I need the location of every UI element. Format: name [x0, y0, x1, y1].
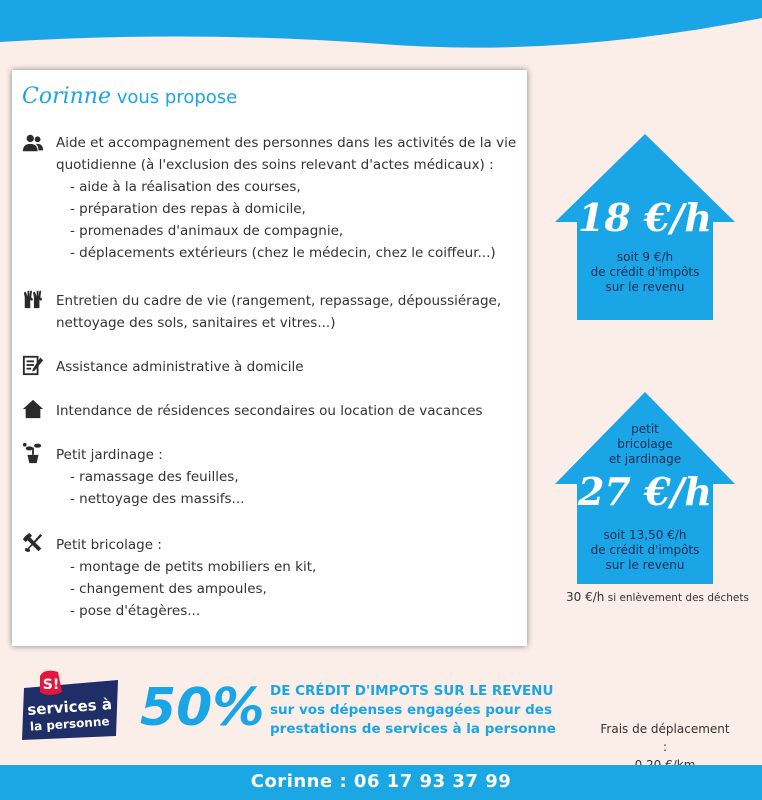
logo-badge: S! — [42, 677, 60, 693]
service-secondary-homes — [56, 400, 483, 422]
waste-price: 30 €/h — [566, 590, 605, 604]
footer-contact: Corinne : 06 17 93 37 99 — [250, 771, 512, 792]
price-house-standard — [555, 134, 735, 320]
service-line: Petit bricolage : — [56, 537, 162, 553]
price-header — [555, 422, 735, 467]
logo-line1: services à — [26, 695, 113, 719]
service-home-cleaning — [56, 290, 501, 334]
price-value: 27 €/h — [577, 469, 713, 514]
card-title — [22, 84, 237, 109]
service-line: Assistance administrative à domicile — [56, 359, 304, 375]
service-subitem: - changement des ampoules, — [70, 581, 267, 597]
top-wave — [0, 0, 762, 60]
service-line: Petit jardinage : — [56, 447, 163, 463]
tax-credit-line1: DE CRÉDIT D'IMPOTS SUR LE REVENU — [270, 683, 554, 699]
price-line: de crédit d'impôts — [590, 265, 700, 279]
price-line: sur le revenu — [605, 558, 685, 572]
service-subitem: - déplacements extérieurs (chez le médecin, chez le coiffeur...) — [70, 245, 496, 261]
price-line: soit 9 €/h — [616, 250, 674, 264]
service-subitem: - aide à la réalisation des courses, — [70, 179, 301, 195]
logo-line2: la personne — [29, 714, 110, 734]
services-a-la-personne-logo — [18, 670, 122, 742]
price-details — [555, 528, 735, 573]
tax-credit-line3: prestations de services à la personne — [270, 721, 556, 737]
service-subitem: - ramassage des feuilles, — [70, 469, 239, 485]
house-icon — [22, 398, 44, 420]
card-subtitle: vous propose — [116, 87, 238, 108]
price-header-line: et jardinage — [608, 452, 682, 466]
service-line: Entretien du cadre de vie (rangement, repassage, dépoussiérage, — [56, 293, 502, 309]
price-header-line: petit — [631, 422, 659, 436]
price-line: soit 13,50 €/h — [603, 528, 687, 542]
tax-credit-line2: sur vos dépenses engagées pour des — [270, 702, 553, 718]
service-subitem: - pose d'étagères... — [70, 603, 201, 619]
waste-text: si enlèvement des déchets — [607, 592, 749, 604]
price-line: de crédit d'impôts — [590, 543, 700, 557]
footer-bar — [0, 765, 762, 800]
plant-icon — [22, 442, 44, 464]
tax-credit-percent: 50% — [140, 678, 265, 738]
waste-note — [566, 590, 749, 604]
service-personal-care — [56, 132, 516, 264]
service-subitem: - promenades d'animaux de compagnie, — [70, 223, 344, 239]
service-diy — [56, 534, 316, 622]
price-line: sur le revenu — [605, 280, 685, 294]
gloves-icon — [22, 288, 44, 310]
price-header-line: bricolage — [617, 437, 673, 451]
people-icon — [22, 132, 44, 154]
service-subitem: - nettoyage des massifs... — [70, 491, 245, 507]
service-line: Intendance de résidences secondaires ou location de vacances — [56, 403, 483, 419]
tools-icon — [22, 532, 44, 554]
service-gardening — [56, 444, 244, 510]
provider-name: Corinne — [22, 84, 111, 109]
document-pen-icon — [22, 354, 44, 376]
price-details — [555, 250, 735, 295]
travel-fees-label: Frais de déplacement : — [600, 722, 730, 754]
service-line: nettoyage des sols, sanitaires et vitres...) — [56, 315, 336, 331]
price-value: 18 €/h — [577, 195, 713, 240]
price-house-diy-gardening — [555, 392, 735, 584]
service-subitem: - montage de petits mobiliers en kit, — [70, 559, 317, 575]
service-line: quotidienne (à l'exclusion des soins relevant d'actes médicaux) : — [56, 157, 494, 173]
services-card — [12, 70, 527, 646]
service-line: Aide et accompagnement des personnes dans les activités de la vie — [56, 135, 517, 151]
tax-credit-text — [270, 682, 556, 739]
service-subitem: - préparation des repas à domicile, — [70, 201, 306, 217]
service-admin — [56, 356, 304, 378]
